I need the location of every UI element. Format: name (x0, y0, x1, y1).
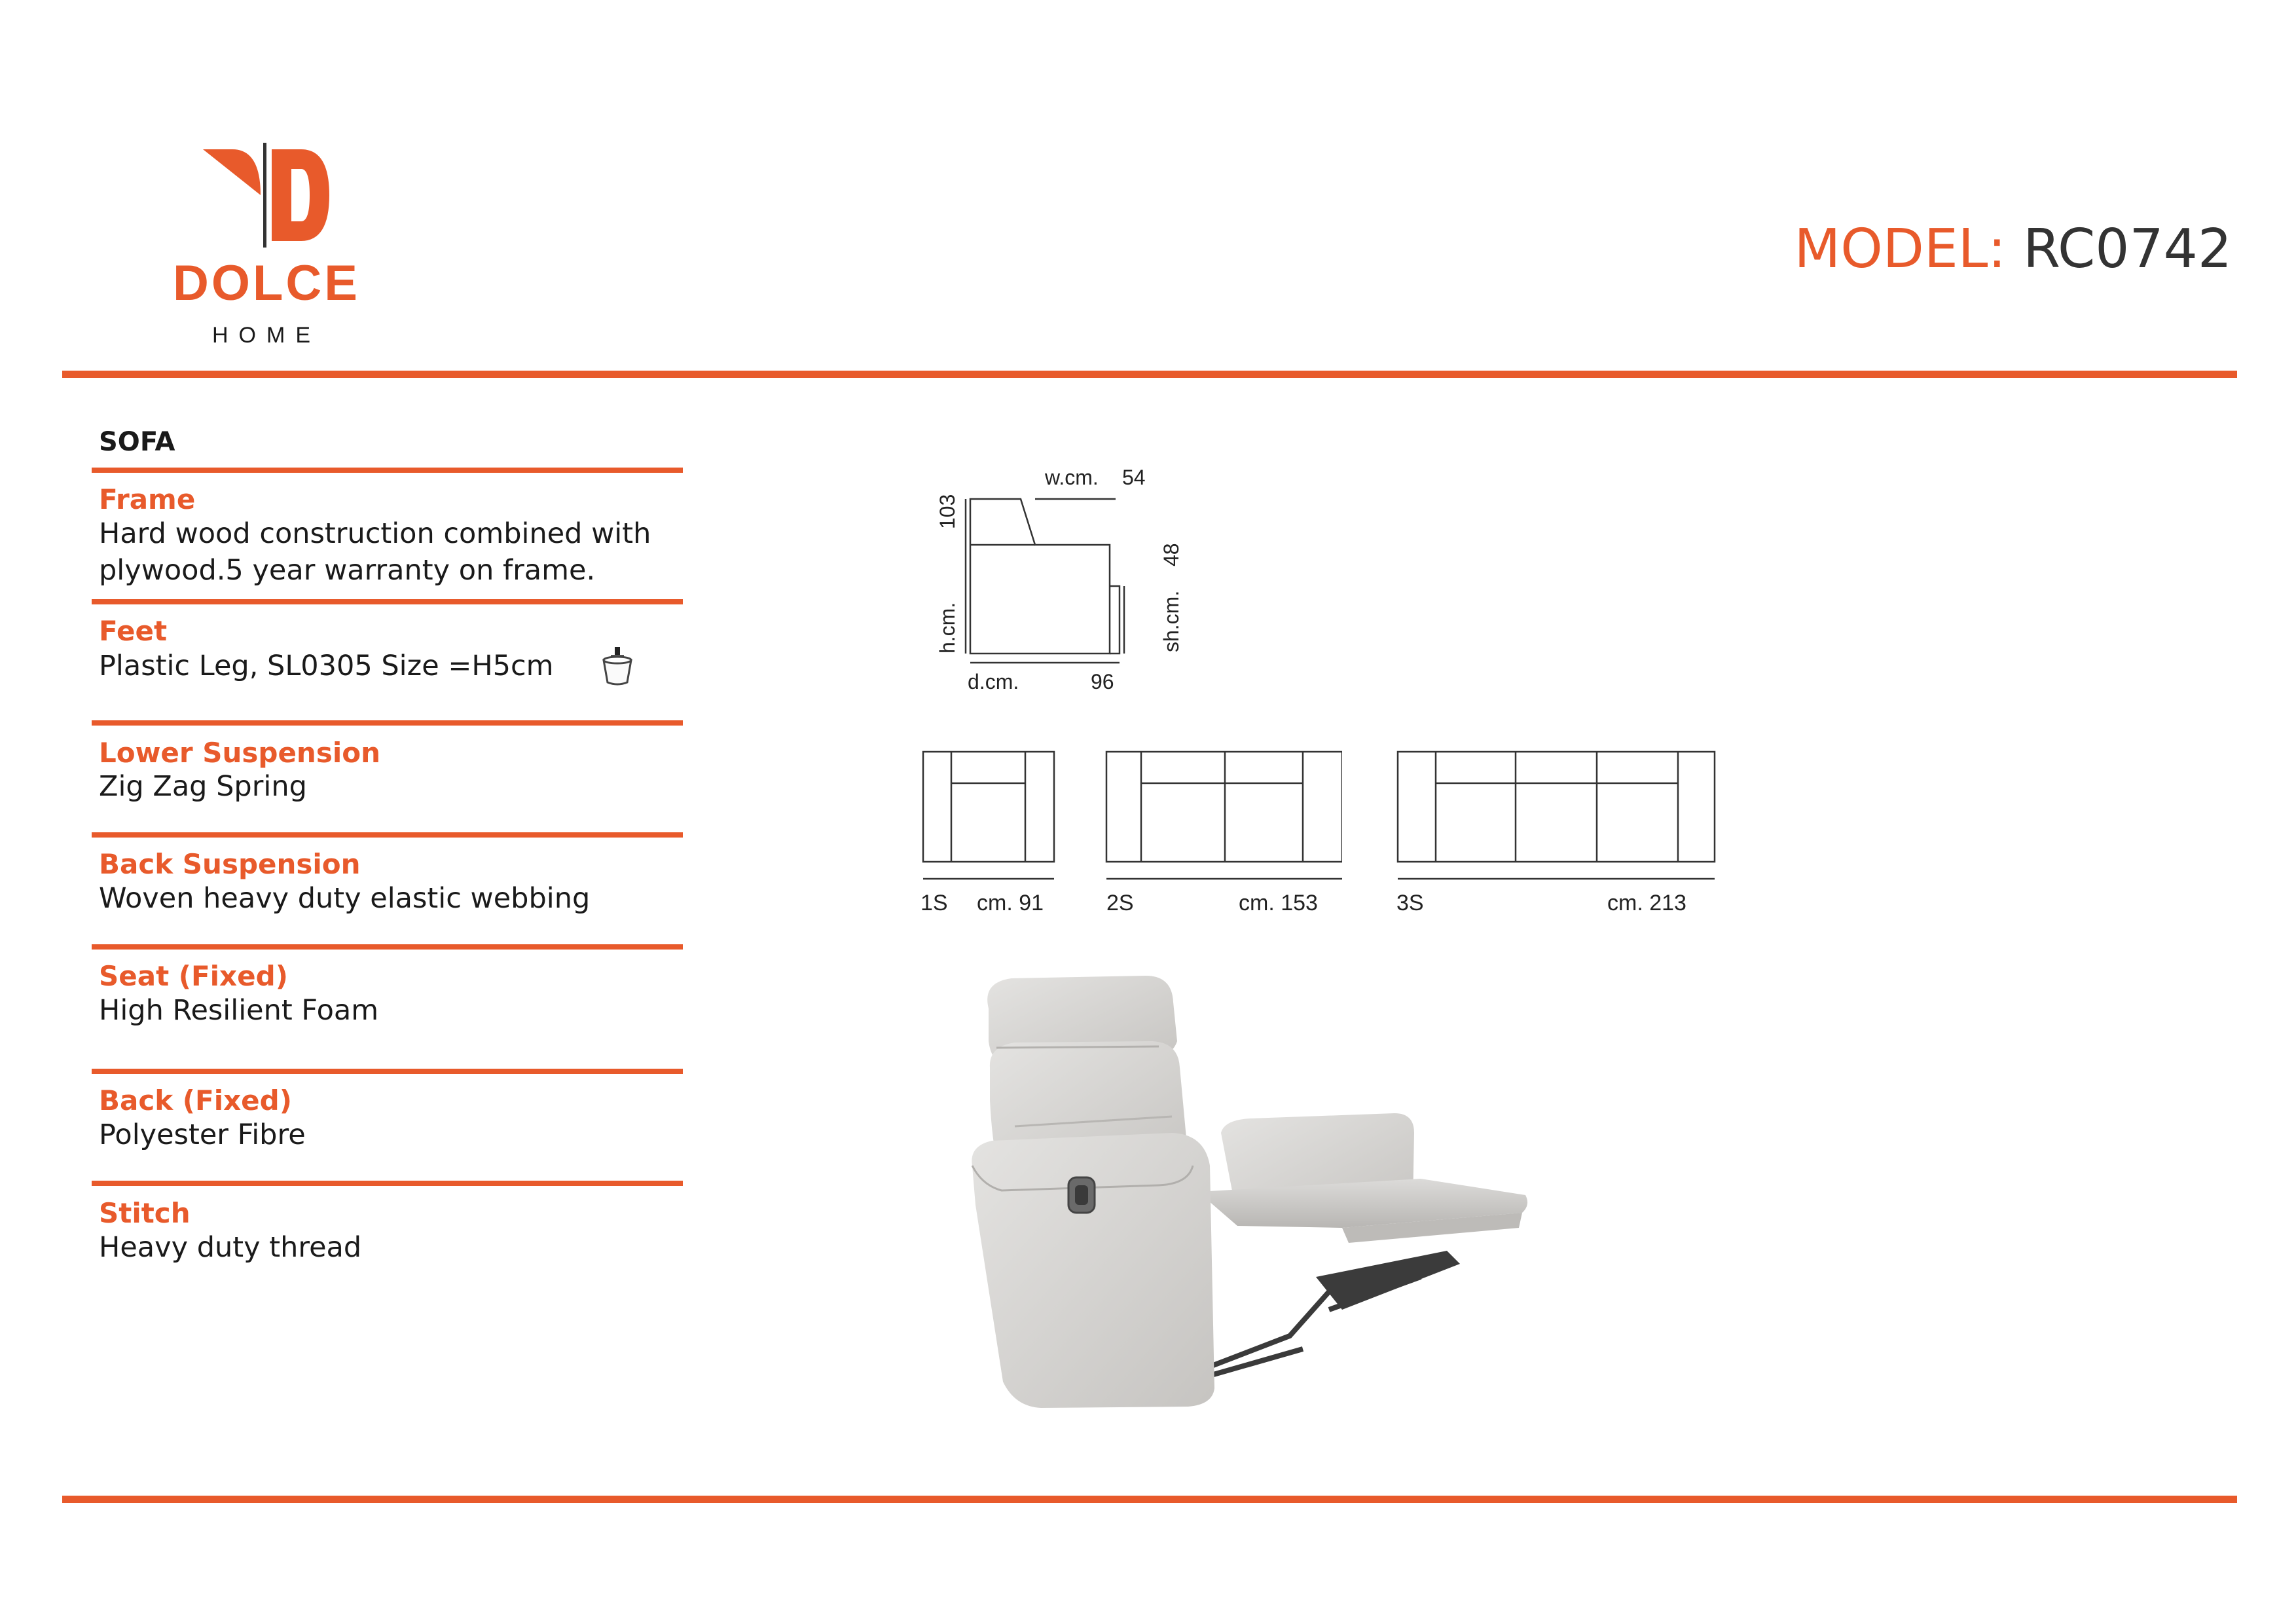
depth-label: d.cm. (968, 670, 1019, 693)
section-heading: SOFA (99, 427, 175, 457)
spec-text-seat: High Resilient Foam (99, 994, 379, 1027)
spec-divider (92, 944, 683, 950)
height-value: 103 (936, 494, 959, 529)
variant-code: 2S (1106, 891, 1134, 915)
spec-text-back-suspension: Woven heavy duty elastic webbing (99, 882, 591, 915)
variant-3s-drawing (1391, 747, 1719, 923)
spec-divider (92, 832, 683, 838)
brand-name: DOLCE (173, 255, 360, 311)
plastic-leg-icon (601, 647, 634, 686)
spec-text-frame: Hard wood construction combined with plywood.5 year warranty on frame. (99, 517, 651, 587)
model-value: RC0742 (2023, 218, 2232, 280)
variant-size: cm. 91 (977, 891, 1044, 915)
spec-title-back-suspension: Back Suspension (99, 848, 361, 880)
spec-divider (92, 468, 683, 473)
spec-text-feet: Plastic Leg, SL0305 Size =H5cm (99, 650, 554, 682)
spec-text-back: Polyester Fibre (99, 1118, 306, 1151)
spec-divider (92, 1181, 683, 1186)
spec-divider (92, 720, 683, 726)
height-label: h.cm. (936, 602, 959, 654)
spec-divider (92, 1069, 683, 1074)
seat-height-label: sh.cm. (1159, 590, 1183, 652)
variant-1s-drawing (917, 747, 1067, 923)
depth-value: 96 (1091, 670, 1114, 693)
model-heading (1794, 218, 2232, 280)
side-view-dimension-drawing (903, 458, 1205, 707)
spec-divider (92, 599, 683, 604)
header-divider (62, 371, 2237, 378)
footer-divider (62, 1496, 2237, 1503)
variant-code: 3S (1396, 891, 1424, 915)
spec-title-seat: Seat (Fixed) (99, 960, 288, 992)
variant-2s-drawing (1100, 747, 1342, 923)
seat-height-value: 48 (1159, 543, 1183, 566)
variant-size: cm. 213 (1607, 891, 1686, 915)
brand-subtitle: HOME (212, 323, 321, 348)
spec-text-stitch: Heavy duty thread (99, 1231, 362, 1264)
spec-title-stitch: Stitch (99, 1197, 191, 1229)
model-label: MODEL: (1794, 218, 2007, 280)
variant-size: cm. 153 (1239, 891, 1318, 915)
brand-logo-mark (203, 143, 334, 248)
variant-code: 1S (920, 891, 948, 915)
spec-title-feet: Feet (99, 615, 168, 647)
spec-text-lower-suspension: Zig Zag Spring (99, 770, 307, 803)
width-value: 54 (1122, 466, 1146, 489)
recliner-product-image (962, 969, 1539, 1428)
width-label: w.cm. (1045, 466, 1099, 489)
spec-title-lower-suspension: Lower Suspension (99, 737, 380, 769)
spec-title-frame: Frame (99, 483, 196, 515)
spec-title-back: Back (Fixed) (99, 1084, 292, 1116)
